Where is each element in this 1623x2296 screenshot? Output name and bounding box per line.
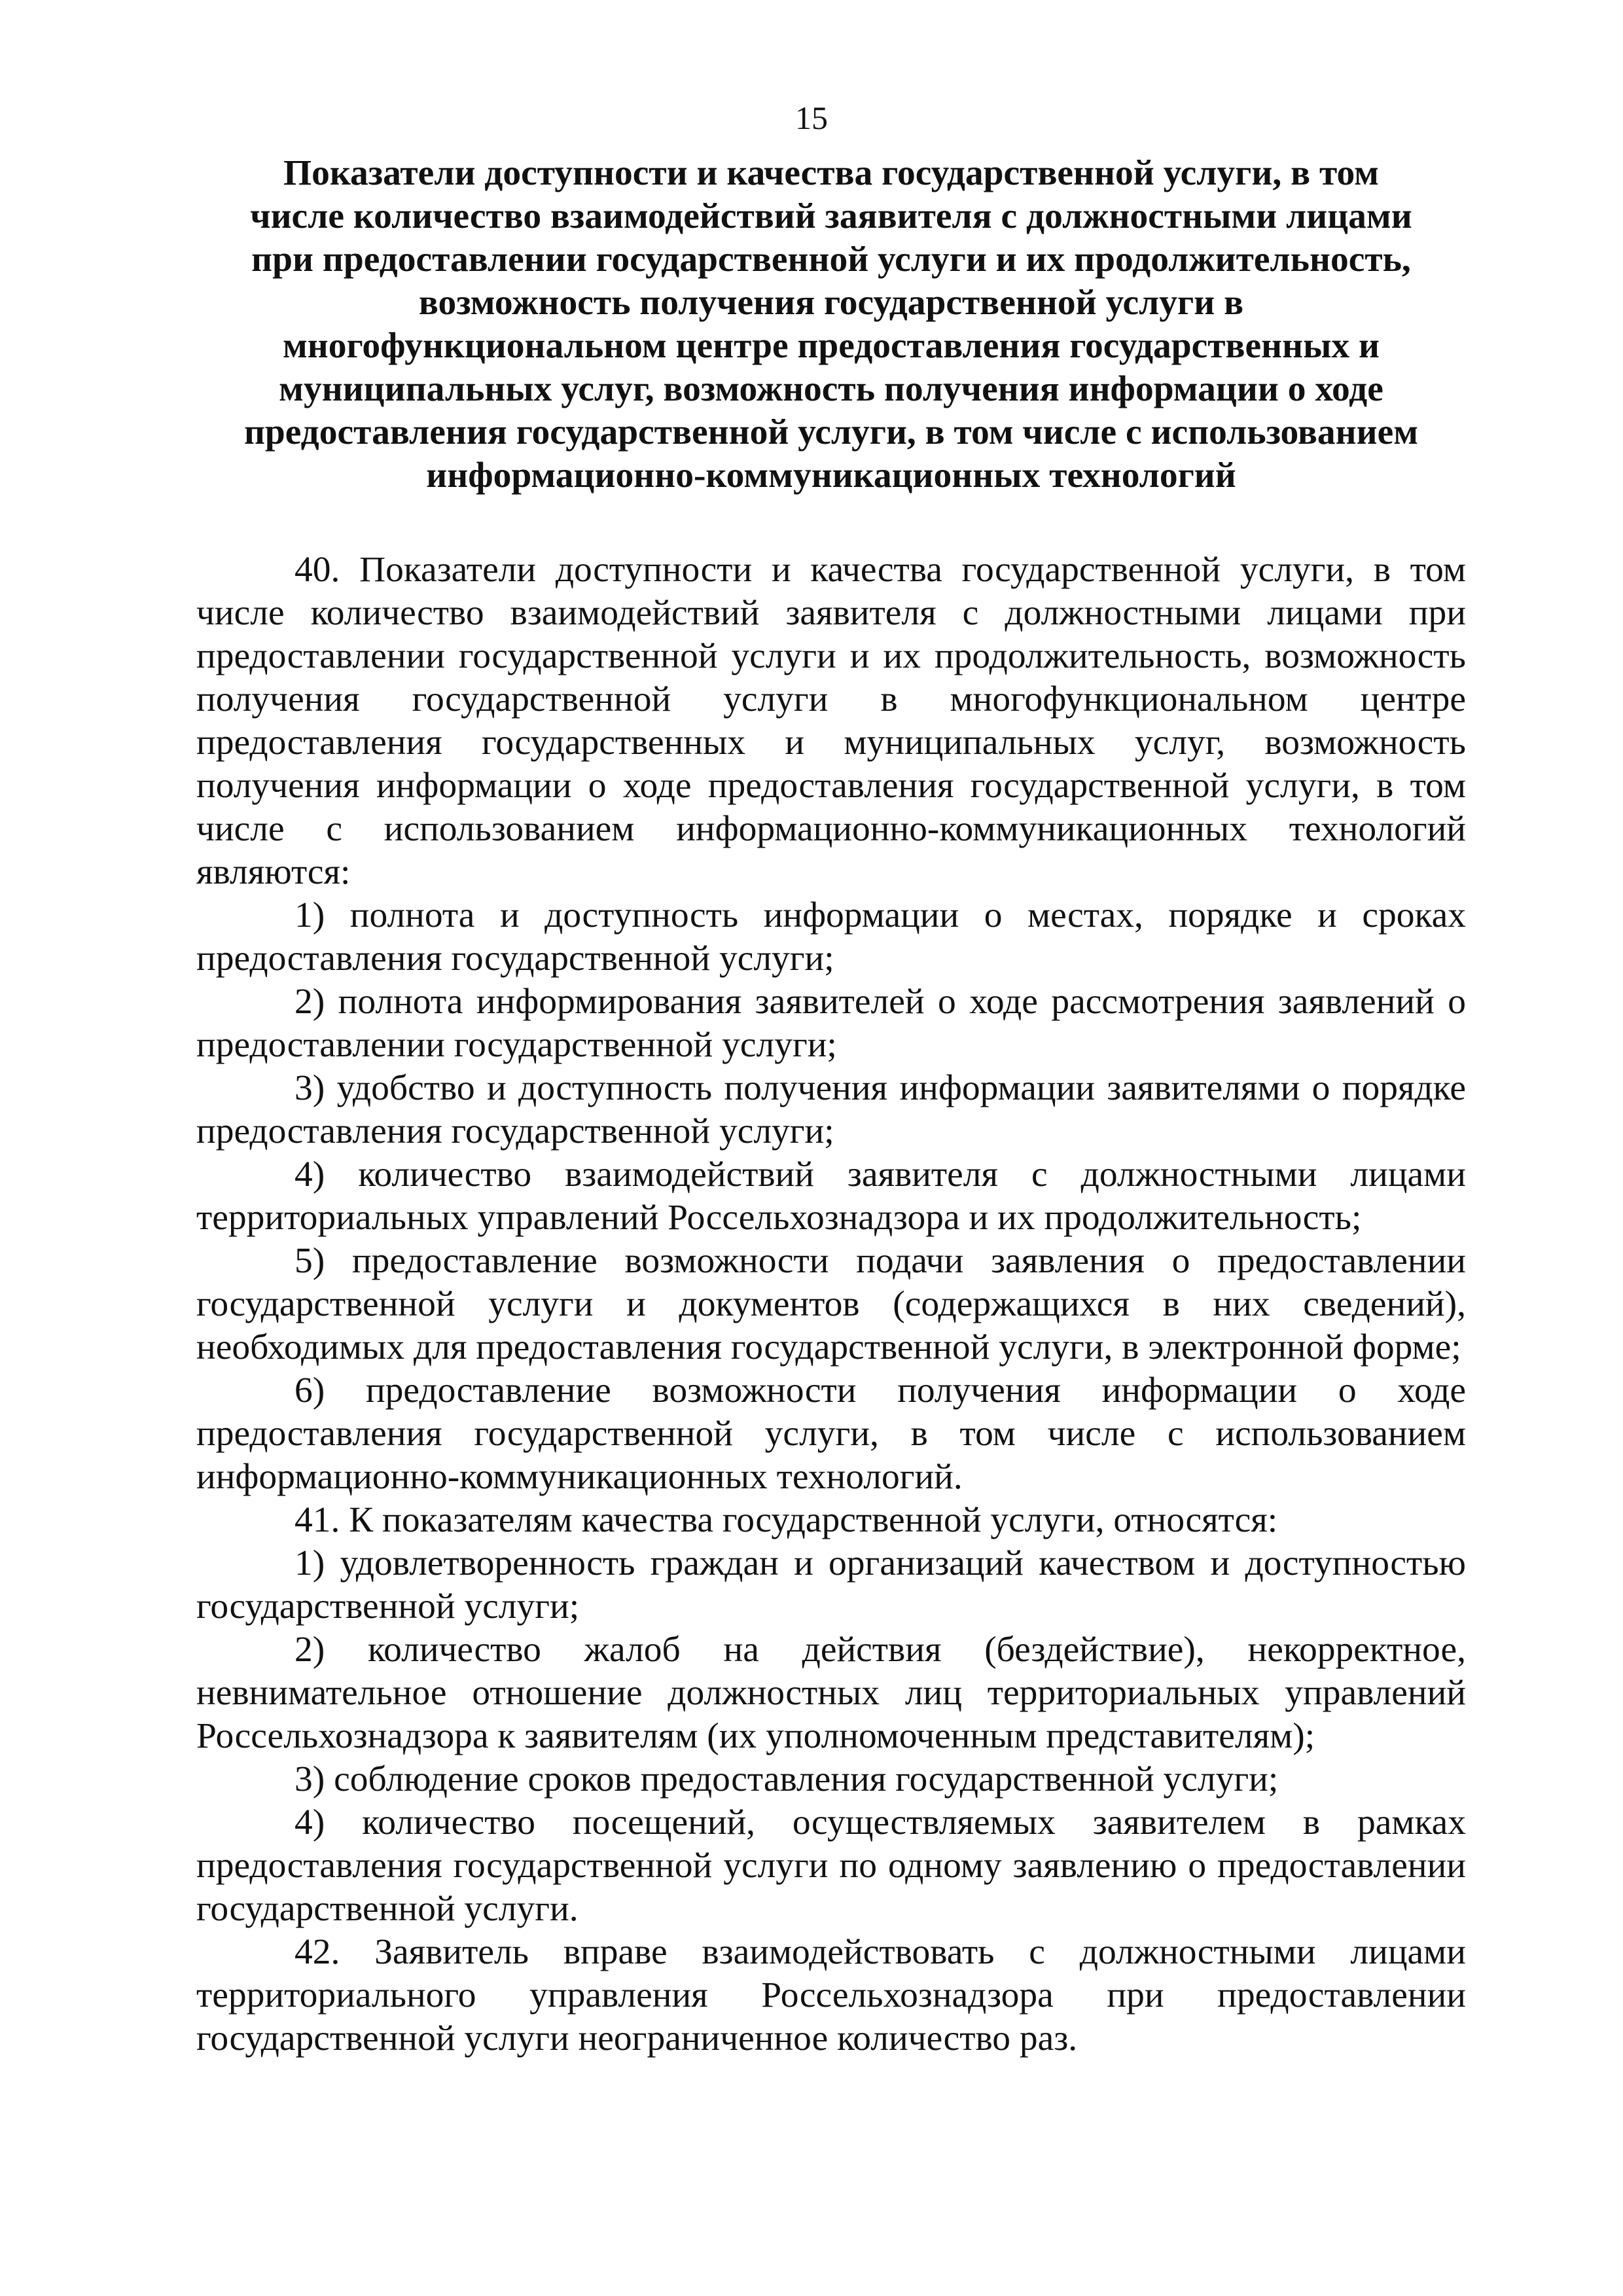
page-number: 15 xyxy=(795,99,828,136)
heading-line: информационно-коммуникационных технологий xyxy=(426,456,1236,495)
list-item-40-2: 2) полнота информирования заявителей о ходе рассмотрения заявлений о предоставлении государственной услуги; xyxy=(196,982,1466,1065)
list-item-41-2: 2) количество жалоб на действия (бездействие), некорректное, невнимательное отношение должностных лиц территориальных управлений Россельхознадзора к заявителям (их уполномоченным представителям); xyxy=(196,1630,1466,1756)
section-heading xyxy=(196,152,1466,497)
list-item-41-3: 3) соблюдение сроков предоставления государственной услуги; xyxy=(294,1759,1279,1799)
paragraph-40: 40. Показатели доступности и качества государственной услуги, в том числе количество взаимодействий заявителя с должностными лицами при предоставлении государственной услуги и их продолжительность, возможность получения государственной услуги в многофункциональном центре предоставления государственных и муниципальных услуг, возможность получения информации о ходе предоставления государственной услуги, в том числе с использованием информационно-коммуникационных технологий являются: xyxy=(196,550,1466,892)
heading-line: возможность получения государственной услуги в xyxy=(418,283,1244,323)
paragraph-42: 42. Заявитель вправе взаимодействовать с должностными лицами территориального управления Россельхознадзора при предоставлении государственной услуги неограниченное количество раз. xyxy=(196,1932,1466,2058)
heading-line: при предоставлении государственной услуги и их продолжительность, xyxy=(251,240,1411,279)
heading-line: многофункциональном центре предоставления государственных и xyxy=(282,326,1380,366)
list-item-40-3: 3) удобство и доступность получения информации заявителями о порядке предоставления государственной услуги; xyxy=(196,1068,1466,1151)
heading-line: муниципальных услуг, возможность получения информации о ходе xyxy=(279,369,1383,409)
list-item-40-4: 4) количество взаимодействий заявителя с должностными лицами территориальных управлений Россельхознадзора и их продолжительность; xyxy=(196,1155,1466,1238)
list-item-41-4: 4) количество посещений, осуществляемых заявителем в рамках предоставления государственной услуги по одному заявлению о предоставлении государственной услуги. xyxy=(196,1803,1466,1929)
paragraph-41: 41. К показателям качества государственной услуги, относятся: xyxy=(294,1500,1278,1540)
heading-line: числе количество взаимодействий заявителя с должностными лицами xyxy=(250,196,1412,236)
document-body xyxy=(196,548,1466,2060)
list-item-41-1: 1) удовлетворенность граждан и организаций качеством и доступностью государственной услуги; xyxy=(196,1543,1466,1626)
list-item-40-5: 5) предоставление возможности подачи заявления о предоставлении государственной услуги и документов (содержащихся в них сведений), необходимых для предоставления государственной услуги, в электронной форме; xyxy=(196,1241,1466,1367)
list-item-40-6: 6) предоставление возможности получения информации о ходе предоставления государственной услуги, в том числе с использованием информационно-коммуникационных технологий. xyxy=(196,1371,1466,1497)
heading-line: Показатели доступности и качества государственной услуги, в том xyxy=(283,153,1379,193)
list-item-40-1: 1) полнота и доступность информации о местах, порядке и сроках предоставления государственной услуги; xyxy=(196,895,1466,978)
heading-line: предоставления государственной услуги, в том числе с использованием xyxy=(243,412,1419,452)
